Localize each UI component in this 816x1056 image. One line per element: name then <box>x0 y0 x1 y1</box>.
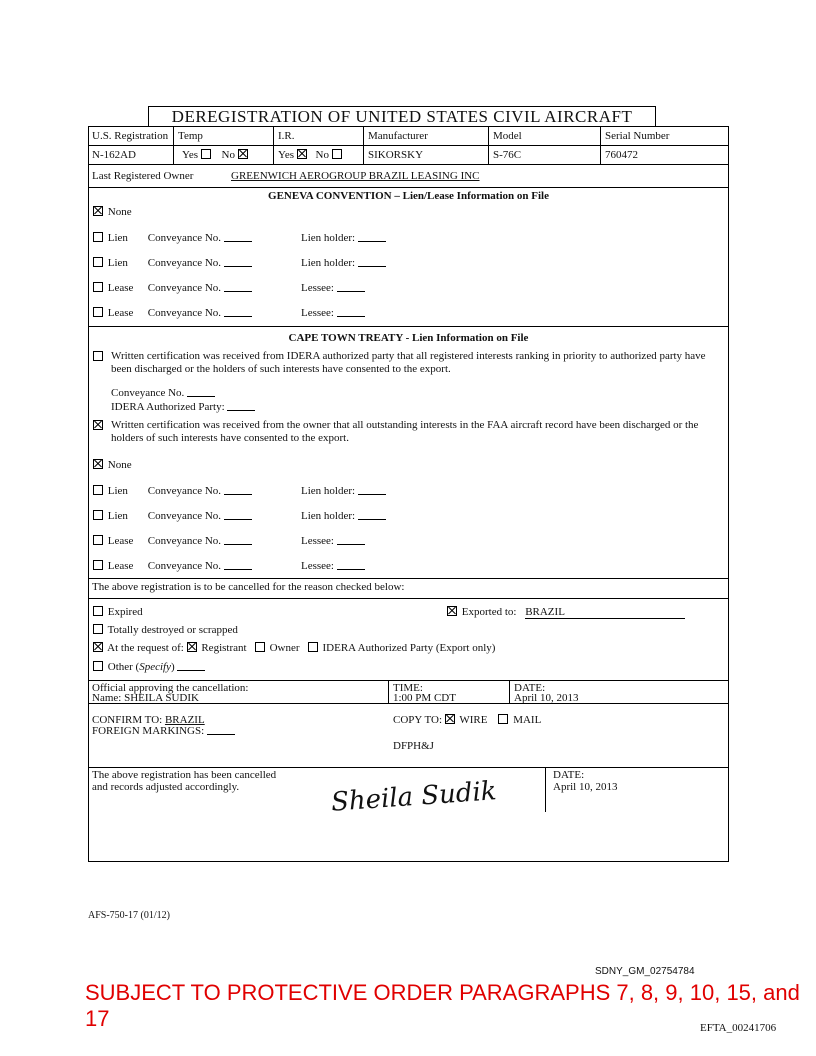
reason-other: Other (Specify) <box>93 660 205 674</box>
form-code: AFS-750-17 (01/12) <box>88 910 170 921</box>
geneva-row: Lien Conveyance No. Lien holder: <box>93 256 252 270</box>
signature: Sheila Sudik <box>330 776 498 818</box>
efta-number: EFTA_00241706 <box>700 1022 777 1034</box>
model-label: Model <box>493 130 522 142</box>
time-value: 1:00 PM CDT <box>393 692 456 704</box>
checkbox[interactable] <box>308 642 318 652</box>
checkbox[interactable] <box>93 661 103 671</box>
checkbox[interactable] <box>93 560 103 570</box>
protective-order-notice: SUBJECT TO PROTECTIVE ORDER PARAGRAPHS 7, 8, 9, 10, 15, and 17 <box>85 980 800 1031</box>
checkbox[interactable] <box>93 606 103 616</box>
copy-code: DFPH&J <box>393 740 434 752</box>
model-value: S-76C <box>493 149 522 161</box>
checkbox[interactable] <box>255 642 265 652</box>
checkbox-checked[interactable] <box>93 459 103 469</box>
checkbox[interactable] <box>93 307 103 317</box>
checkbox[interactable] <box>93 510 103 520</box>
owner-label: Last Registered Owner <box>92 170 194 182</box>
confirm-to: CONFIRM TO: BRAZIL <box>92 714 205 726</box>
ir-yes: Yes No <box>278 149 344 162</box>
checkbox[interactable] <box>93 351 103 361</box>
checkbox-checked[interactable] <box>238 149 248 159</box>
reason-expired: Expired <box>93 606 143 619</box>
checkbox-checked[interactable] <box>445 714 455 724</box>
date-value: April 10, 2013 <box>514 692 579 704</box>
manufacturer-value: SIKORSKY <box>368 149 424 161</box>
ir-label: I.R. <box>278 130 295 142</box>
checkbox-checked[interactable] <box>93 642 103 652</box>
cape-cert2: Written certification was received from the owner that all outstanding interests in the FAA aircraft record have been discharged or the holders of such interests have consented to the export. <box>93 419 723 445</box>
date-label: DATE: <box>514 682 546 694</box>
checkbox[interactable] <box>93 535 103 545</box>
approval-name: Name: SHEILA SUDIK <box>92 692 199 704</box>
checkbox[interactable] <box>93 257 103 267</box>
manufacturer-label: Manufacturer <box>368 130 428 142</box>
copy-to: COPY TO: WIRE MAIL <box>393 714 542 726</box>
cape-idera-party: IDERA Authorized Party: <box>111 400 255 414</box>
checkbox-checked[interactable] <box>447 606 457 616</box>
cape-row: Lease Conveyance No. Lessee: <box>93 534 252 548</box>
checkbox[interactable] <box>332 149 342 159</box>
reason-exported: Exported to: BRAZIL <box>447 606 685 619</box>
geneva-row: Lien Conveyance No. Lien holder: <box>93 231 252 245</box>
reason-destroyed: Totally destroyed or scrapped <box>93 624 238 637</box>
owner-name: GREENWICH AEROGROUP BRAZIL LEASING INC <box>231 170 480 182</box>
serial-value: 760472 <box>605 149 638 161</box>
geneva-row: Lease Conveyance No. Lessee: <box>93 306 252 320</box>
temp-label: Temp <box>178 130 203 142</box>
checkbox[interactable] <box>93 485 103 495</box>
checkbox[interactable] <box>93 232 103 242</box>
checkbox-checked[interactable] <box>93 206 103 216</box>
cape-cert1: Written certification was received from IDERA authorized party that all registered interests ranking in priority to authorized party have been discharged or the holders of such interests have consented to the export. <box>93 350 723 376</box>
cape-row: Lease Conveyance No. Lessee: <box>93 559 252 573</box>
cape-heading: CAPE TOWN TREATY - Lien Information on File <box>288 332 529 344</box>
serial-label: Serial Number <box>605 130 670 142</box>
cancelled-line2: and records adjusted accordingly. <box>92 781 240 793</box>
geneva-heading: GENEVA CONVENTION – Lien/Lease Information on File <box>268 190 549 202</box>
cape-row: Lien Conveyance No. Lien holder: <box>93 509 252 523</box>
geneva-none: None <box>93 206 132 219</box>
cancelled-date-label: DATE: <box>553 769 585 781</box>
checkbox[interactable] <box>93 282 103 292</box>
checkbox-checked[interactable] <box>297 149 307 159</box>
cancelled-line1: The above registration has been cancelled <box>92 769 277 781</box>
cape-none: None <box>93 459 132 472</box>
checkbox[interactable] <box>93 624 103 634</box>
registration-label: U.S. Registration <box>92 130 169 142</box>
checkbox[interactable] <box>498 714 508 724</box>
export-country: BRAZIL <box>525 606 685 619</box>
form-title: DEREGISTRATION OF UNITED STATES CIVIL AIRCRAFT <box>148 106 656 126</box>
registration-value: N-162AD <box>92 149 136 161</box>
checkbox[interactable] <box>201 149 211 159</box>
temp-yes: Yes No <box>182 149 250 162</box>
cape-row: Lien Conveyance No. Lien holder: <box>93 484 252 498</box>
reason-intro: The above registration is to be cancelled for the reason checked below: <box>92 581 405 593</box>
cancelled-date: April 10, 2013 <box>553 781 618 793</box>
cape-conveyance: Conveyance No. <box>111 386 215 400</box>
foreign-markings: FOREIGN MARKINGS: <box>92 724 235 738</box>
checkbox-checked[interactable] <box>93 420 103 430</box>
bates-number: SDNY_GM_02754784 <box>595 966 695 977</box>
reason-request: At the request of: Registrant Owner IDERA Authorized Party (Export only) <box>93 642 495 655</box>
deregistration-form <box>88 126 729 862</box>
checkbox-checked[interactable] <box>187 642 197 652</box>
geneva-row: Lease Conveyance No. Lessee: <box>93 281 252 295</box>
approval-label: Official approving the cancellation: <box>92 682 249 694</box>
time-label: TIME: <box>393 682 423 694</box>
